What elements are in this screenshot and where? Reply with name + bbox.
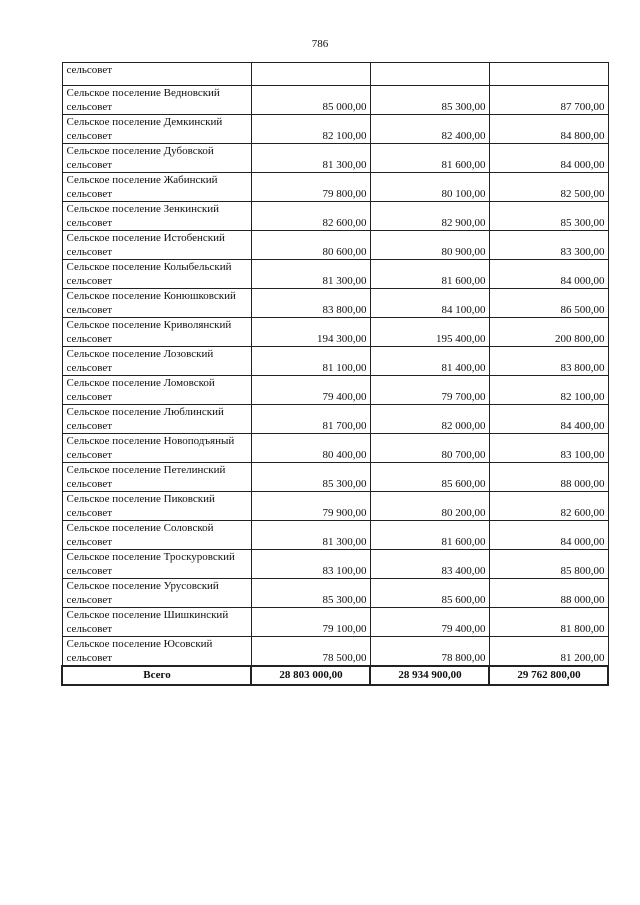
year1-amount-cell: 80 400,00: [251, 434, 370, 463]
year3-amount-cell: 81 800,00: [489, 608, 608, 637]
year2-amount-cell: 81 400,00: [370, 347, 489, 376]
settlement-name-cell: Сельское поселение Лозовский сельсовет: [62, 347, 251, 376]
year1-amount-cell: 83 100,00: [251, 550, 370, 579]
year2-amount-cell: 80 900,00: [370, 231, 489, 260]
settlement-name-cell: Сельское поселение Соловской сельсовет: [62, 521, 251, 550]
table-row-continuation: [62, 63, 608, 86]
year1-amount-cell: 81 100,00: [251, 347, 370, 376]
table-row: [62, 463, 608, 492]
settlement-name-cell: Сельское поселение Зенкинский сельсовет: [62, 202, 251, 231]
table-row: [62, 376, 608, 405]
year1-amount-cell: 85 300,00: [251, 579, 370, 608]
table-row: [62, 637, 608, 667]
settlement-name-cell: Сельское поселение Конюшковский сельсовет: [62, 289, 251, 318]
year3-amount-cell: 82 100,00: [489, 376, 608, 405]
settlement-name-cell: Сельское поселение Истобенский сельсовет: [62, 231, 251, 260]
year1-amount-cell: 80 600,00: [251, 231, 370, 260]
table-row: [62, 579, 608, 608]
total-year1-cell: 28 803 000,00: [251, 666, 370, 685]
year2-amount-cell: 80 200,00: [370, 492, 489, 521]
year1-amount-cell: 85 300,00: [251, 463, 370, 492]
settlement-name-cell: Сельское поселение Урусовский сельсовет: [62, 579, 251, 608]
year2-amount-cell: 83 400,00: [370, 550, 489, 579]
year3-amount-cell: 84 000,00: [489, 521, 608, 550]
year3-amount-cell: [489, 63, 608, 86]
year2-amount-cell: 84 100,00: [370, 289, 489, 318]
year3-amount-cell: 200 800,00: [489, 318, 608, 347]
year3-amount-cell: 84 800,00: [489, 115, 608, 144]
total-label-cell: Всего: [62, 666, 251, 685]
year3-amount-cell: 83 800,00: [489, 347, 608, 376]
year2-amount-cell: 82 900,00: [370, 202, 489, 231]
year2-amount-cell: 85 600,00: [370, 579, 489, 608]
year3-amount-cell: 83 300,00: [489, 231, 608, 260]
year3-amount-cell: 88 000,00: [489, 463, 608, 492]
table-row: [62, 434, 608, 463]
year1-amount-cell: 79 400,00: [251, 376, 370, 405]
table-row: [62, 521, 608, 550]
table-row: [62, 492, 608, 521]
settlement-name-cell: Сельское поселение Жабинский сельсовет: [62, 173, 251, 202]
year1-amount-cell: 82 600,00: [251, 202, 370, 231]
year3-amount-cell: 85 300,00: [489, 202, 608, 231]
year3-amount-cell: 86 500,00: [489, 289, 608, 318]
settlement-name-cell: Сельское поселение Пиковский сельсовет: [62, 492, 251, 521]
year1-amount-cell: 81 300,00: [251, 260, 370, 289]
settlement-name-cell: Сельское поселение Дубовской сельсовет: [62, 144, 251, 173]
year1-amount-cell: 79 900,00: [251, 492, 370, 521]
year2-amount-cell: 81 600,00: [370, 260, 489, 289]
table-row: [62, 173, 608, 202]
year2-amount-cell: 79 700,00: [370, 376, 489, 405]
year1-amount-cell: 81 300,00: [251, 144, 370, 173]
settlement-name-cell: Сельское поселение Криволянский сельсовет: [62, 318, 251, 347]
year1-amount-cell: 78 500,00: [251, 637, 370, 667]
table-row: [62, 289, 608, 318]
year1-amount-cell: 81 300,00: [251, 521, 370, 550]
page-number: 786: [311, 38, 329, 50]
year1-amount-cell: 79 800,00: [251, 173, 370, 202]
year3-amount-cell: 84 400,00: [489, 405, 608, 434]
table-row: [62, 318, 608, 347]
year2-amount-cell: 82 000,00: [370, 405, 489, 434]
settlement-name-cell: Сельское поселение Люблинский сельсовет: [62, 405, 251, 434]
year3-amount-cell: 88 000,00: [489, 579, 608, 608]
total-year3-cell: 29 762 800,00: [489, 666, 608, 685]
table-row: [62, 115, 608, 144]
settlement-name-cell: сельсовет: [62, 63, 251, 86]
budget-table-body: [62, 63, 608, 667]
year1-amount-cell: 85 000,00: [251, 86, 370, 115]
settlement-name-cell: Сельское поселение Демкинский сельсовет: [62, 115, 251, 144]
settlement-name-cell: Сельское поселение Юсовский сельсовет: [62, 637, 251, 667]
table-row: [62, 550, 608, 579]
year2-amount-cell: 79 400,00: [370, 608, 489, 637]
table-row: [62, 405, 608, 434]
year2-amount-cell: 78 800,00: [370, 637, 489, 667]
year3-amount-cell: 85 800,00: [489, 550, 608, 579]
table-row: [62, 260, 608, 289]
year3-amount-cell: 84 000,00: [489, 260, 608, 289]
year1-amount-cell: [251, 63, 370, 86]
settlement-name-cell: Сельское поселение Новоподъяный сельсовет: [62, 434, 251, 463]
settlement-name-cell: Сельское поселение Шишкинский сельсовет: [62, 608, 251, 637]
year2-amount-cell: [370, 63, 489, 86]
year3-amount-cell: 82 500,00: [489, 173, 608, 202]
table-row: [62, 86, 608, 115]
total-year2-cell: 28 934 900,00: [370, 666, 489, 685]
year3-amount-cell: 83 100,00: [489, 434, 608, 463]
settlement-name-cell: Сельское поселение Петелинский сельсовет: [62, 463, 251, 492]
year3-amount-cell: 82 600,00: [489, 492, 608, 521]
year2-amount-cell: 85 600,00: [370, 463, 489, 492]
year1-amount-cell: 194 300,00: [251, 318, 370, 347]
table-row: [62, 144, 608, 173]
year2-amount-cell: 85 300,00: [370, 86, 489, 115]
budget-table: [61, 62, 609, 686]
year1-amount-cell: 81 700,00: [251, 405, 370, 434]
year3-amount-cell: 84 000,00: [489, 144, 608, 173]
year2-amount-cell: 80 100,00: [370, 173, 489, 202]
table-row: [62, 347, 608, 376]
settlement-name-cell: Сельское поселение Колыбельский сельсовет: [62, 260, 251, 289]
year2-amount-cell: 80 700,00: [370, 434, 489, 463]
year3-amount-cell: 87 700,00: [489, 86, 608, 115]
settlement-name-cell: Сельское поселение Троскуровский сельсовет: [62, 550, 251, 579]
settlement-name-cell: Сельское поселение Ведновский сельсовет: [62, 86, 251, 115]
settlement-name-cell: Сельское поселение Ломовской сельсовет: [62, 376, 251, 405]
year3-amount-cell: 81 200,00: [489, 637, 608, 667]
year1-amount-cell: 79 100,00: [251, 608, 370, 637]
year2-amount-cell: 81 600,00: [370, 521, 489, 550]
table-row: [62, 202, 608, 231]
table-row: [62, 608, 608, 637]
year2-amount-cell: 82 400,00: [370, 115, 489, 144]
total-row: [62, 666, 608, 685]
year2-amount-cell: 81 600,00: [370, 144, 489, 173]
year1-amount-cell: 83 800,00: [251, 289, 370, 318]
table-row: [62, 231, 608, 260]
year1-amount-cell: 82 100,00: [251, 115, 370, 144]
year2-amount-cell: 195 400,00: [370, 318, 489, 347]
